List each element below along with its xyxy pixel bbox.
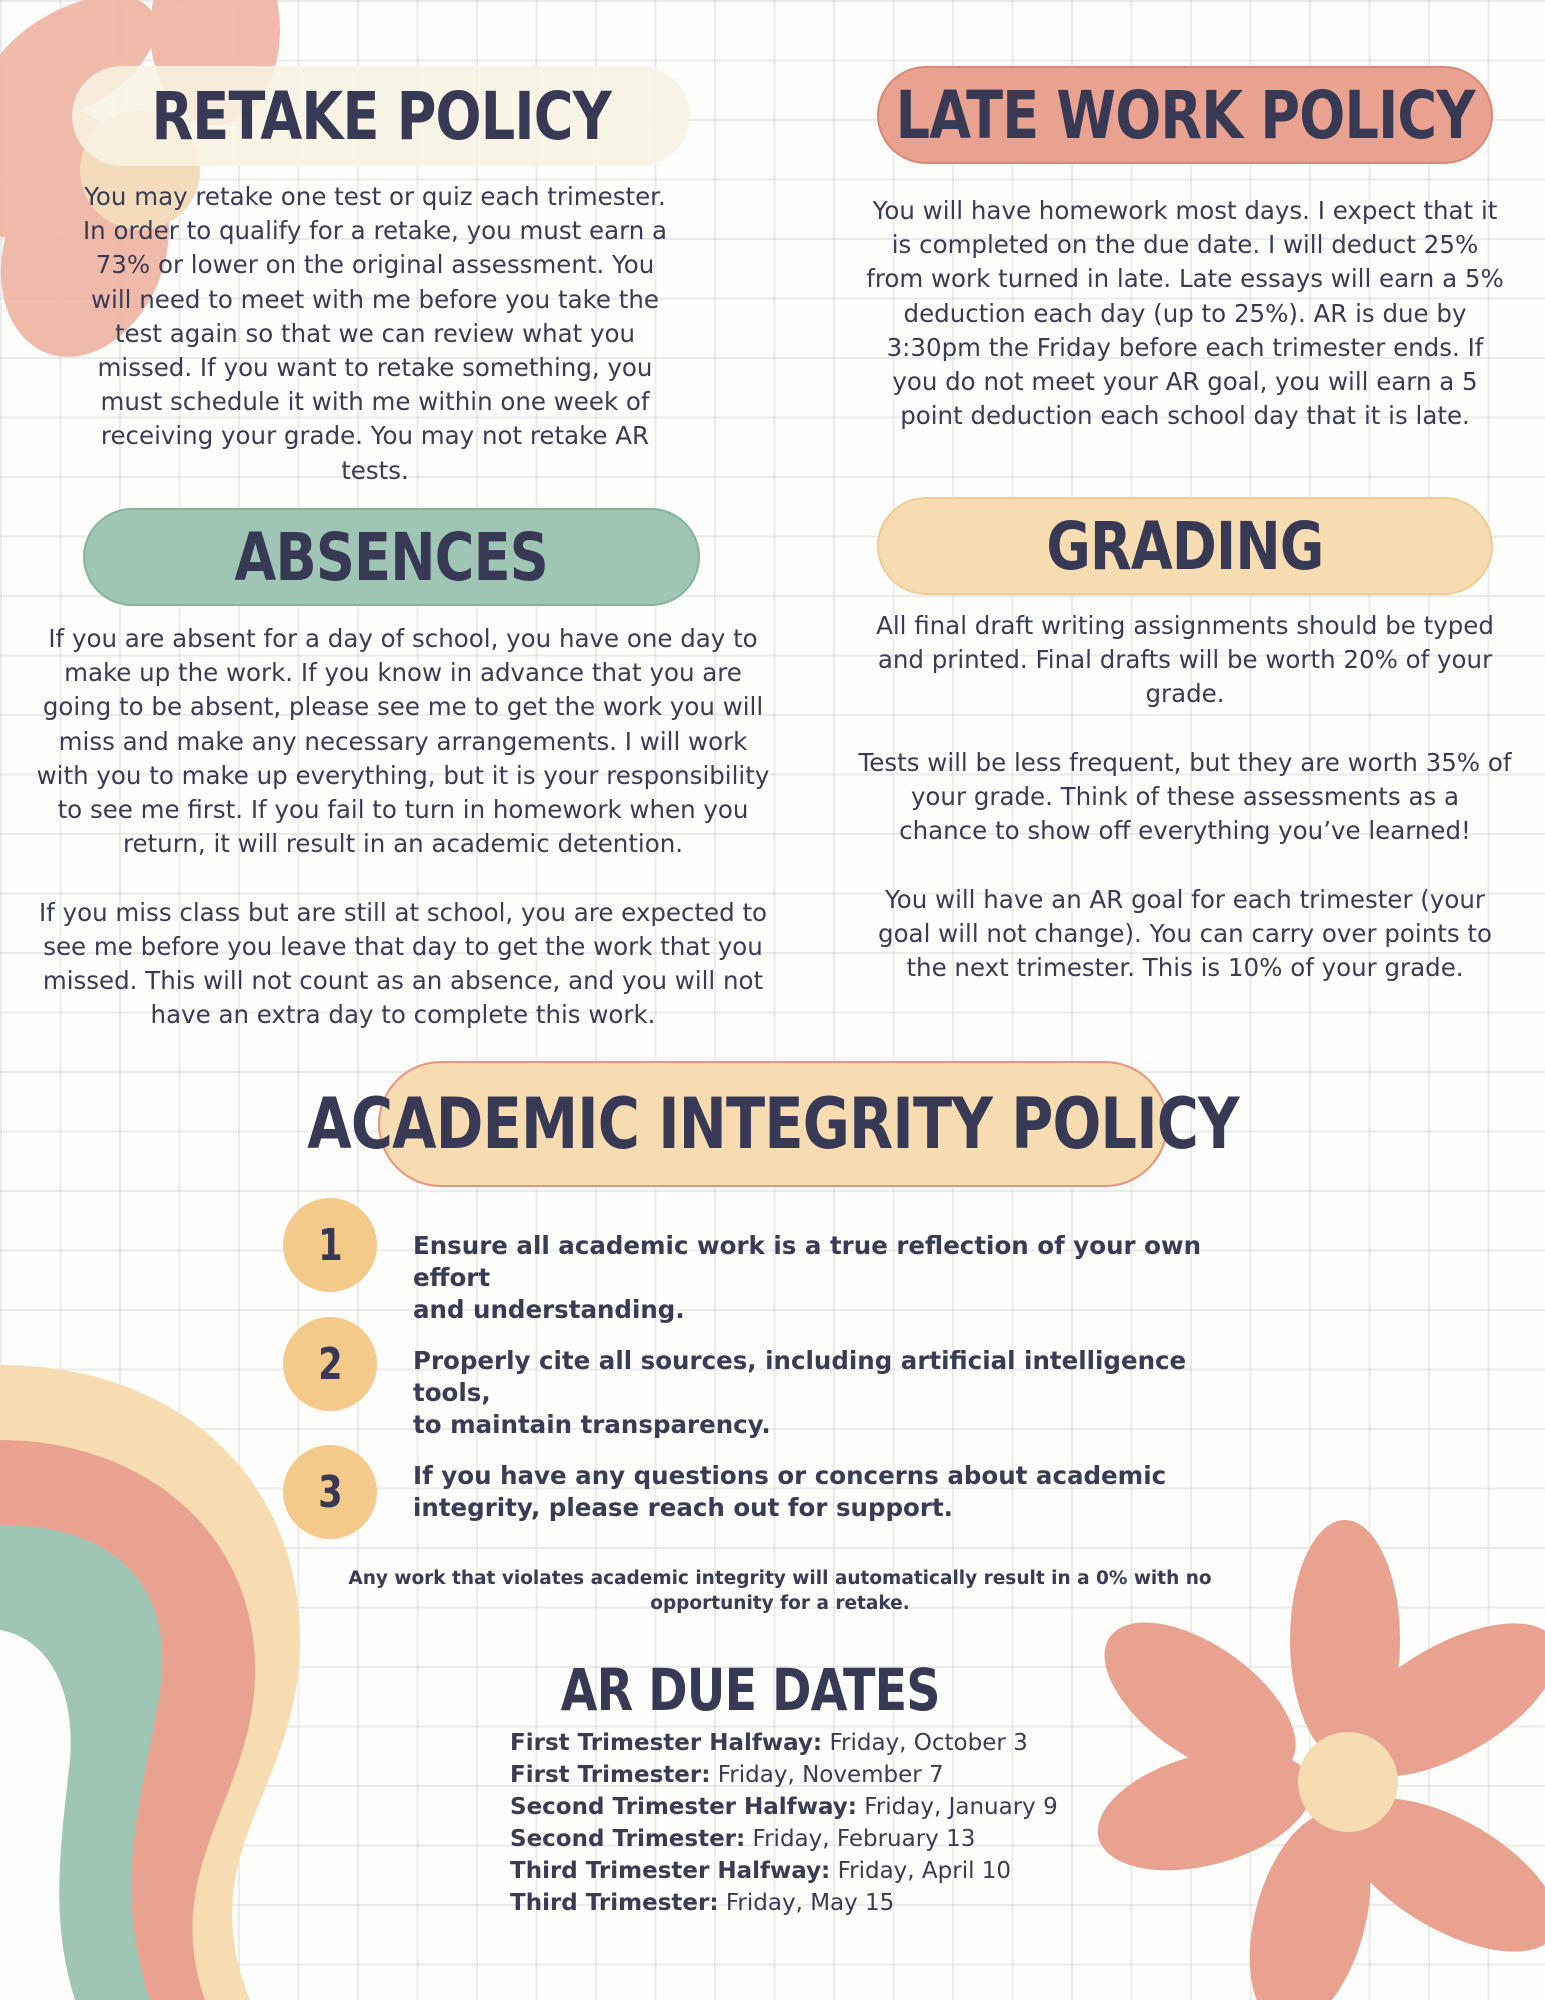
- late-work-policy-body: You will have homework most days. I expect that it is completed on the due date. I will deduct 25% from work turned in late. Late essays will earn a 5% deduction each day (up to 25%). AR is due by 3:30pm the Friday before each trimester ends. If you do not meet your AR goal, you will earn a 5 point deduction each school day that it is late.: [866, 196, 1504, 431]
- ar-due-dates-heading: [540, 1655, 960, 1725]
- ar-date-item: First Trimester Halfway: Friday, October 3: [510, 1730, 1028, 1756]
- rule-2-text: Properly cite all sources, including artificial intelligence tools, to maintain transparency.: [413, 1346, 1187, 1439]
- rule-number-3-badge: 3: [283, 1445, 377, 1539]
- academic-integrity-title: ACADEMIC INTEGRITY POLICY: [307, 1083, 1239, 1165]
- ar-date-item: Second Trimester: Friday, February 13: [510, 1826, 976, 1852]
- late-work-policy-heading: [877, 66, 1493, 164]
- retake-policy-body: You may retake one test or quiz each trimester. In order to qualify for a retake, you must earn a 73% or lower on the original assessment. You will need to meet with me before you take the test again so that we can review what you missed. If you want to retake something, you must schedule it with me within one week of receiving your grade. You may not retake AR tests.: [82, 182, 668, 485]
- absences-body: If you are absent for a day of school, you have one day to make up the work. If you know in advance that you are going to be absent, please see me to get the work you will miss and make any necessary arrangements. I will work with you to make up everything, but it is your responsibility to see me first. If you fail to turn in homework when you return, it will result in an academic detention. If you miss class but are still at school, you are expected to see me before you leave that day to get the work that you missed. This will not count as an absence, and you will not have an extra day to complete this work.: [36, 624, 770, 1030]
- rule-3-text: If you have any questions or concerns about academic integrity, please reach out for support.: [413, 1461, 1167, 1522]
- integrity-violation-note: Any work that violates academic integrity will automatically result in a 0% with no opportunity for a retake.: [348, 1568, 1212, 1614]
- grading-title: GRADING: [1046, 507, 1324, 585]
- ar-date-item: First Trimester: Friday, November 7: [510, 1762, 944, 1788]
- academic-integrity-heading: [307, 1061, 1239, 1187]
- absences-heading: [83, 508, 700, 606]
- rule-number-2-badge: 2: [283, 1317, 377, 1411]
- ar-date-item: Third Trimester: Friday, May 15: [510, 1890, 895, 1916]
- retake-policy-title: RETAKE POLICY: [151, 77, 611, 155]
- ar-date-item: Second Trimester Halfway: Friday, January 9: [510, 1794, 1058, 1820]
- rule-1-text: Ensure all academic work is a true reflection of your own effort and understanding.: [413, 1231, 1202, 1324]
- ar-due-dates-title: AR DUE DATES: [560, 1656, 940, 1724]
- late-work-policy-title: LATE WORK POLICY: [895, 76, 1475, 154]
- rainbow-bottom-left-icon: [0, 1365, 300, 2000]
- grading-body: All final draft writing assignments should be typed and printed. Final drafts will be worth 20% of your grade. Tests will be less frequent, but they are worth 35% of your grade. Think of these assessments as a chance to show off everything you’ve learned! You will have an AR goal for each trimester (your goal will not change). You can carry over points to the next trimester. This is 10% of your grade.: [858, 611, 1512, 983]
- rule-number-1-badge: 1: [283, 1198, 377, 1292]
- ar-due-dates-list: [510, 1727, 1058, 1919]
- ar-date-item: Third Trimester Halfway: Friday, April 10: [510, 1858, 1012, 1884]
- grading-heading: [877, 497, 1493, 595]
- absences-title: ABSENCES: [234, 518, 549, 596]
- retake-policy-heading: [72, 66, 690, 166]
